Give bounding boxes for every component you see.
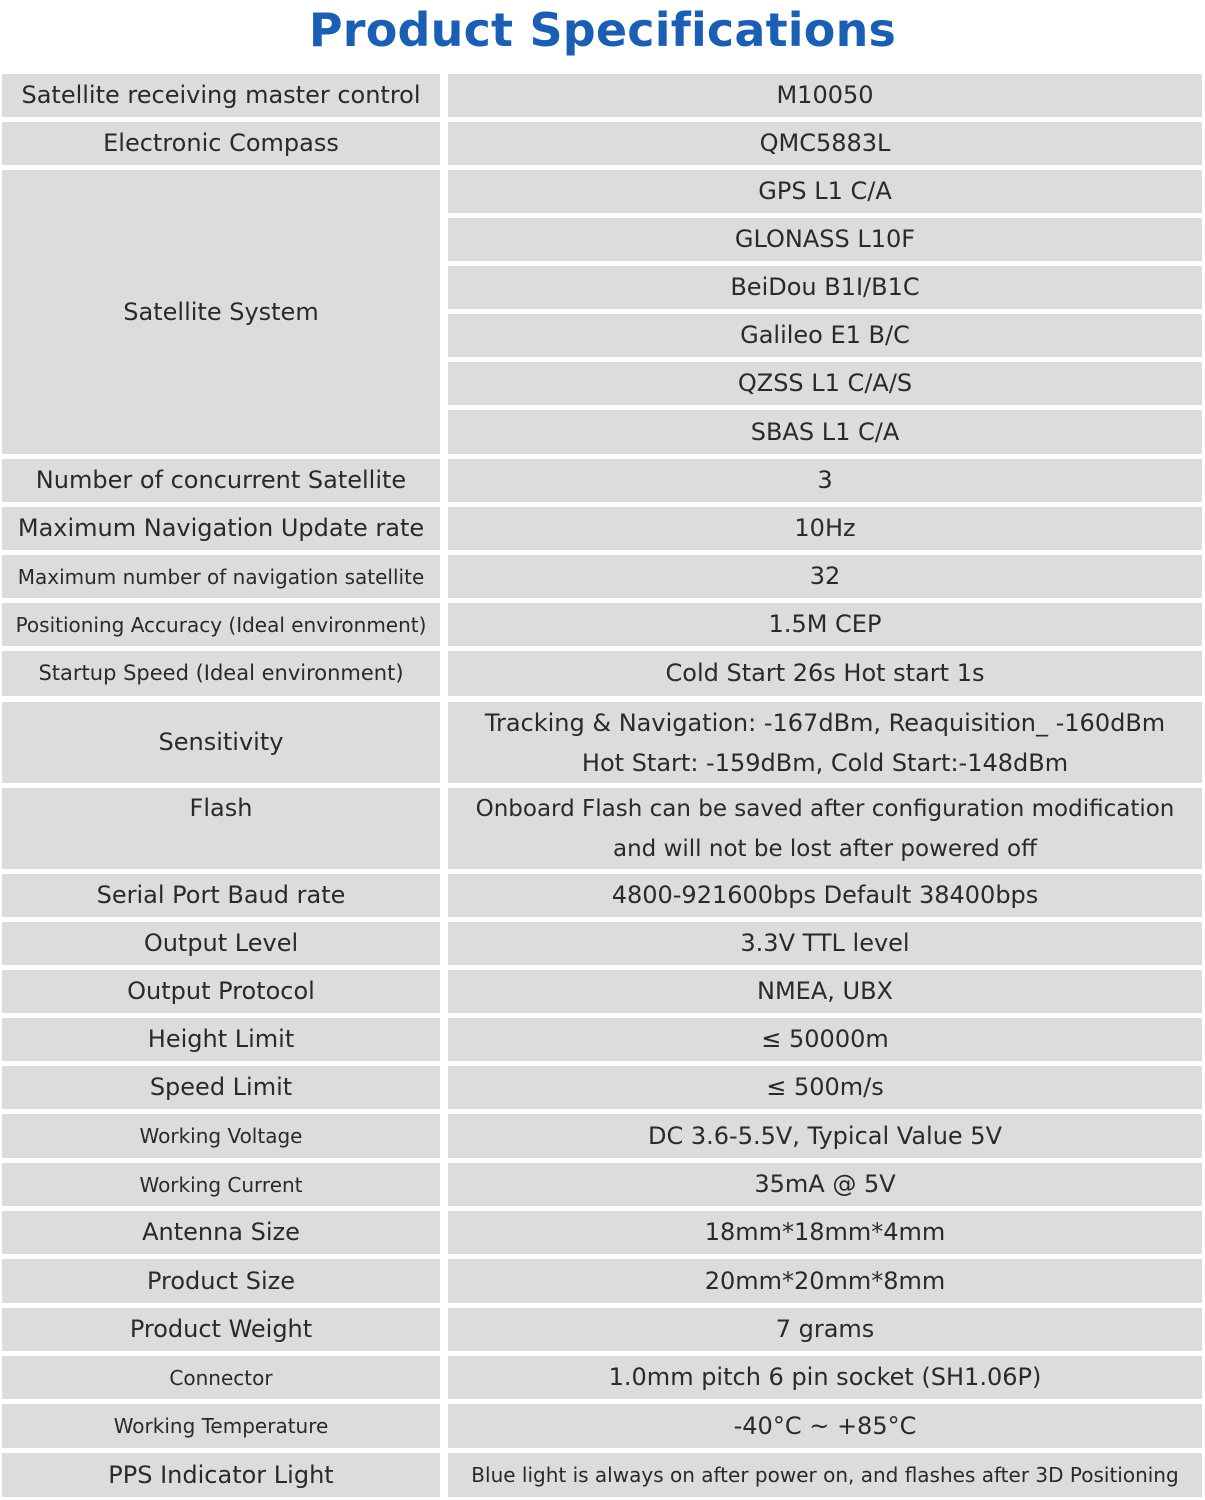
spec-label: Connector <box>2 1356 440 1399</box>
spec-value: QZSS L1 C/A/S <box>448 362 1202 405</box>
page-title: Product Specifications <box>308 3 897 57</box>
spec-value-line: Hot Start: -159dBm, Cold Start:-148dBm <box>581 748 1069 777</box>
spec-label: Electronic Compass <box>2 122 440 165</box>
spec-value: GLONASS L10F <box>448 218 1202 261</box>
spec-value: 35mA @ 5V <box>448 1163 1202 1206</box>
spec-value: 18mm*18mm*4mm <box>448 1211 1202 1254</box>
spec-value: 20mm*20mm*8mm <box>448 1259 1202 1303</box>
spec-value: DC 3.6-5.5V, Typical Value 5V <box>448 1114 1202 1158</box>
spec-value: 7 grams <box>448 1308 1202 1351</box>
spec-value: M10050 <box>448 74 1202 117</box>
spec-label: Speed Limit <box>2 1066 440 1109</box>
spec-value <box>448 702 1202 783</box>
spec-label: Working Temperature <box>2 1404 440 1448</box>
spec-label: Serial Port Baud rate <box>2 874 440 917</box>
spec-value-line: Tracking & Navigation: -167dBm, Reaquisition_ -160dBm <box>484 708 1166 737</box>
spec-value: ≤ 50000m <box>448 1018 1202 1061</box>
spec-value: GPS L1 C/A <box>448 170 1202 213</box>
spec-value: 32 <box>448 555 1202 598</box>
spec-value: 3 <box>448 459 1202 502</box>
spec-label: Height Limit <box>2 1018 440 1061</box>
spec-label: PPS Indicator Light <box>2 1453 440 1497</box>
spec-value: 1.0mm pitch 6 pin socket (SH1.06P) <box>448 1356 1202 1399</box>
spec-label: Antenna Size <box>2 1211 440 1254</box>
spec-value: ≤ 500m/s <box>448 1066 1202 1109</box>
spec-label: Satellite receiving master control <box>2 74 440 117</box>
spec-label: Product Weight <box>2 1308 440 1351</box>
spec-label: Positioning Accuracy (Ideal environment) <box>2 603 440 646</box>
spec-value-line: and will not be lost after powered off <box>613 835 1037 862</box>
spec-value: Galileo E1 B/C <box>448 314 1202 357</box>
spec-label: Maximum number of navigation satellite <box>2 555 440 598</box>
spec-value: QMC5883L <box>448 122 1202 165</box>
spec-value: SBAS L1 C/A <box>448 410 1202 454</box>
spec-label: Working Current <box>2 1163 440 1206</box>
spec-value: 1.5M CEP <box>448 603 1202 646</box>
spec-value: 10Hz <box>448 507 1202 550</box>
spec-value: 3.3V TTL level <box>448 922 1202 965</box>
spec-label: Number of concurrent Satellite <box>2 459 440 502</box>
spec-label: Sensitivity <box>2 702 440 783</box>
spec-label: Satellite System <box>2 170 440 454</box>
spec-value: Blue light is always on after power on, and flashes after 3D Positioning <box>448 1453 1202 1497</box>
spec-value: Cold Start 26s Hot start 1s <box>448 651 1202 696</box>
spec-label: Output Level <box>2 922 440 965</box>
spec-label: Maximum Navigation Update rate <box>2 507 440 550</box>
spec-value: BeiDou B1I/B1C <box>448 266 1202 309</box>
spec-label: Working Voltage <box>2 1114 440 1158</box>
spec-label: Startup Speed (Ideal environment) <box>2 651 440 696</box>
spec-label: Output Protocol <box>2 970 440 1013</box>
spec-value-line: Onboard Flash can be saved after configuration modification <box>475 795 1175 822</box>
spec-value: 4800-921600bps Default 38400bps <box>448 874 1202 917</box>
spec-label: Flash <box>2 788 440 869</box>
spec-value: NMEA, UBX <box>448 970 1202 1013</box>
spec-value: -40°C ~ +85°C <box>448 1404 1202 1448</box>
spec-label: Product Size <box>2 1259 440 1303</box>
spec-value <box>448 788 1202 869</box>
